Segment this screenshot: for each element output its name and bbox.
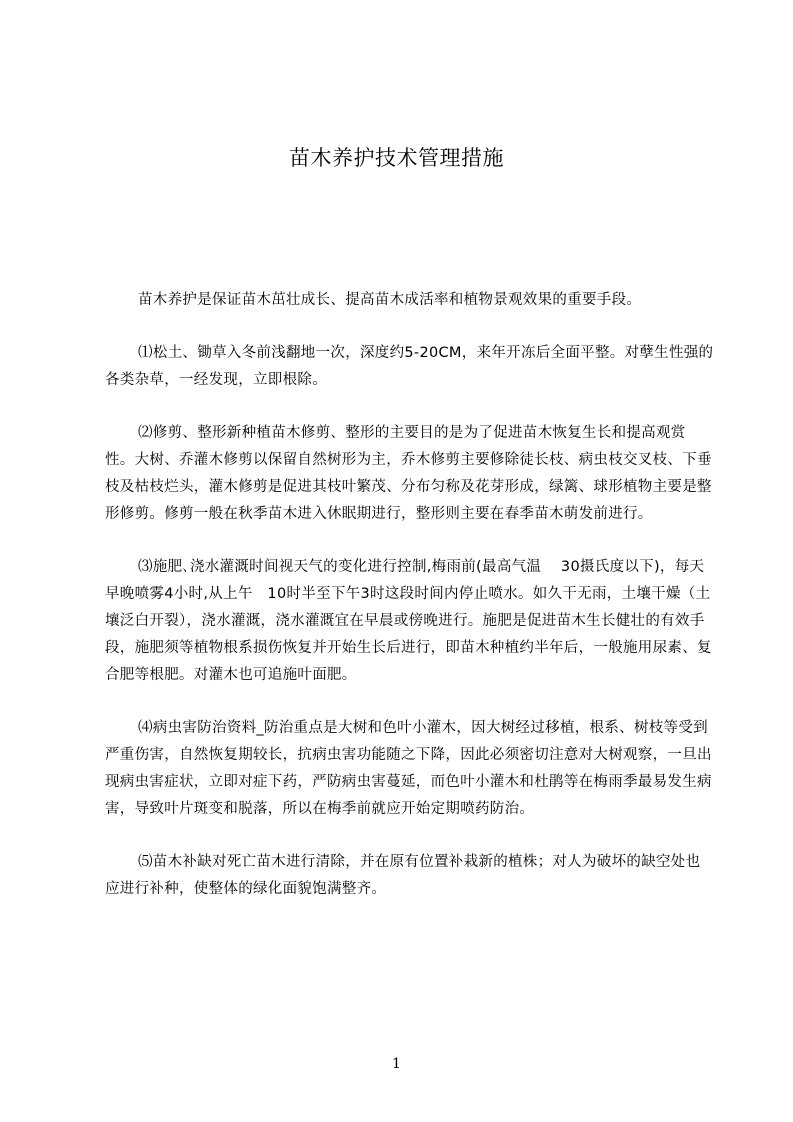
paragraph-pest-control: ⑷病虫害防治资料_防治重点是大树和色叶小灌木，因大树经过移植，根系、树枝等受到严重伤害，自然恢复期较长，抗病虫害功能随之下降，因此必须密切注意对大树观察，一旦出现病虫害症状，立即对症下药，严防病虫害蔓延，而色叶小灌木和杜鹃等在梅雨季最易发生病害，导致叶片斑变和脱落，所以在梅季前就应开始定期喷药防治。 bbox=[105, 720, 712, 817]
paragraph-pruning-shaping: ⑵修剪、整形新种植苗木修剪、整形的主要目的是为了促进苗木恢复生长和提高观赏性。大树、乔灌木修剪以保留自然树形为主，乔木修剪主要修除徒长枝、病虫枝交叉枝、下垂枝及枯枝烂头，灌木修剪是促进其枝叶繁茂、分布匀称及花芽形成，绿篱、球形植物主要是整形修剪。修剪一般在秋季苗木进入休眠期进行，整形则主要在春季苗木萌发前进行。 bbox=[105, 425, 712, 522]
paragraph-fertilizing-watering: ⑶施肥､浇水灌溉时间视天气的变化进行控制,梅雨前(最高气温 30摄氏度以下)，每天早晚喷雾4小时,从上午 10时半至下午3时这段时间内停止喷水。如久干无雨，土壤干燥（土壤泛白开裂），浇水灌溉，浇水灌溉宜在早晨或傍晚进行。施肥是促进苗木生长健壮的有效手段，施肥须等植物根系损伤恢复并开始生长后进行，即苗木种植约半年后，一般施用尿素、复合肥等根肥。对灌木也可追施叶面肥。 bbox=[105, 559, 712, 683]
document-title: 苗木养护技术管理措施 bbox=[289, 146, 504, 170]
paragraph-replanting: ⑸苗木补缺对死亡苗木进行清除，并在原有位置补栽新的植株；对人为破坏的缺空处也应进行补种，使整体的绿化面貌饱满整齐。 bbox=[105, 854, 701, 897]
page-number: 1 bbox=[392, 1056, 401, 1072]
document-body bbox=[105, 287, 715, 929]
paragraph-loosening-weeding: ⑴松土、锄草入冬前浅翻地一次，深度约5-20CM，来年开冻后全面平整。对孽生性强的各类杂草，一经发现，立即根除。 bbox=[105, 345, 714, 388]
intro-paragraph: 苗木养护是保证苗木茁壮成长、提高苗木成活率和植物景观效果的重要手段。 bbox=[138, 292, 642, 308]
